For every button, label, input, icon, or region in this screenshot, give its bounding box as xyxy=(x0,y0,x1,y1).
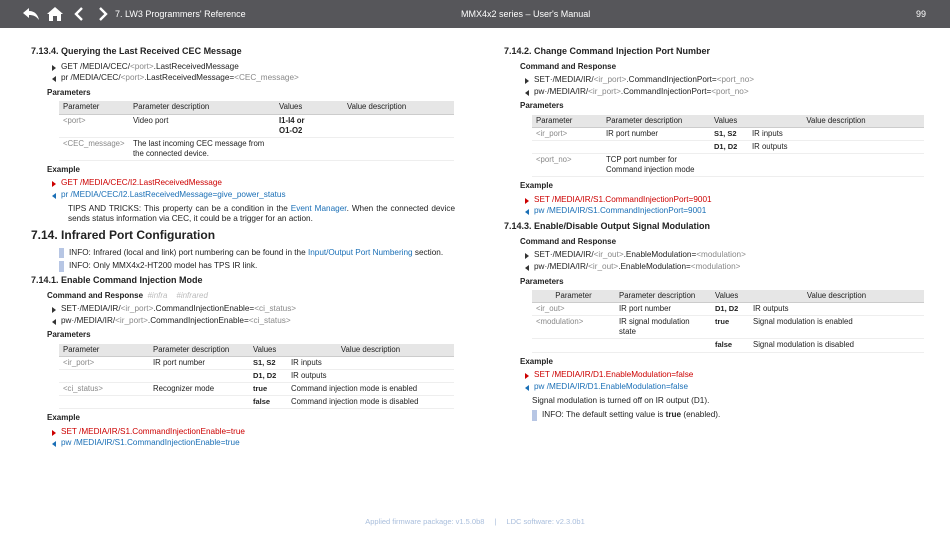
example-response: pw /MEDIA/IR/S1.CommandInjectionEnable=true xyxy=(61,438,455,449)
table-row: D1, D2 IR outputs xyxy=(532,141,924,154)
info-box: INFO: The default setting value is true (enabled). xyxy=(532,410,924,421)
table-row: <modulation> IR signal modulation state true Signal modulation is enabled xyxy=(532,316,924,339)
command-response: pw·/MEDIA/IR/<ir_port>.CommandInjectionPort=<port_no> xyxy=(534,87,924,98)
example-label: Example xyxy=(47,413,80,423)
section-title: 7.13.4. Querying the Last Received CEC Message xyxy=(31,46,242,56)
footer-separator: | xyxy=(494,517,497,526)
info-box: INFO: Infrared (local and link) port numbering can be found in the Input/Output Port Numbering section. xyxy=(59,248,455,259)
event-manager-link[interactable]: Event Manager xyxy=(290,203,347,213)
table-row: D1, D2 IR outputs xyxy=(59,369,454,382)
command-set: SET·/MEDIA/IR/<ir_port>.CommandInjectionEnable=<ci_status> xyxy=(61,304,455,315)
example-request: SET /MEDIA/IR/S1.CommandInjectionPort=9001 xyxy=(534,195,924,206)
command-response: pw·/MEDIA/IR/<ir_port>.CommandInjectionEnable=<ci_status> xyxy=(61,316,455,327)
table-row: <ir_port> IR port number S1, S2 IR inputs xyxy=(59,356,454,369)
previous-page-icon[interactable] xyxy=(70,5,88,23)
table-row: <ci_status> Recognizer mode true Command injection mode is enabled xyxy=(59,383,454,396)
parameters-table: Parameter Parameter description Values Value description <ir_port> IR port number S1, S2 IR inputs D1, D2 IR outputs <ci_status> Recognizer mode true Command injection mode is enabled false Command injection mode is disabled xyxy=(59,344,454,410)
firmware-version: Applied firmware package: v1.5.0b8 xyxy=(365,517,485,526)
example-request: SET /MEDIA/IR/D1.EnableModulation=false xyxy=(534,370,924,381)
table-row: <ir_port> IR port number S1, S2 IR inputs xyxy=(532,127,924,140)
parameters-table: Parameter Parameter description Values Value description <ir_port> IR port number S1, S2 IR inputs D1, D2 IR outputs <port_no> TCP port number for Command injection mode xyxy=(532,115,924,178)
port-numbering-link[interactable]: Input/Output Port Numbering xyxy=(307,247,413,257)
example-note: Signal modulation is turned off on IR output (D1). xyxy=(532,396,710,406)
example-label: Example xyxy=(520,181,553,191)
command-response: pr /MEDIA/CEC/<port>.LastReceivedMessage=<CEC_message> xyxy=(61,73,455,84)
table-row: <port_no> TCP port number for Command injection mode xyxy=(532,154,924,177)
table-row: <CEC_message> The last incoming CEC message from the connected device. xyxy=(59,137,454,160)
example-label: Example xyxy=(520,356,553,366)
command-set: SET·/MEDIA/IR/<ir_out>.EnableModulation=<modulation> xyxy=(534,250,924,261)
example-response: pw /MEDIA/IR/D1.EnableModulation=false xyxy=(534,382,924,393)
parameters-label: Parameters xyxy=(47,88,91,97)
section-title: 7.14. Infrared Port Configuration xyxy=(31,228,216,243)
table-row: false Signal modulation is disabled xyxy=(532,339,924,352)
page-number: 99 xyxy=(916,9,927,19)
command-response-label: Command and Response xyxy=(520,61,617,71)
footer xyxy=(0,517,950,526)
table-row: false Command injection mode is disabled xyxy=(59,396,454,409)
example-response: pw /MEDIA/IR/S1.CommandInjectionPort=9001 xyxy=(534,206,924,217)
example-request: SET /MEDIA/IR/S1.CommandInjectionEnable=true xyxy=(61,427,455,438)
back-return-icon[interactable] xyxy=(22,5,40,23)
right-column xyxy=(504,44,924,424)
command-response: pw·/MEDIA/IR/<ir_out>.EnableModulation=<modulation> xyxy=(534,262,924,273)
example-response: pr /MEDIA/CEC/I2.LastReceivedMessage=give_power_status xyxy=(61,190,455,201)
left-column xyxy=(31,44,455,450)
command-get: GET /MEDIA/CEC/<port>.LastReceivedMessage xyxy=(61,62,455,73)
table-row: <port> Video port I1-I4 or O1-O2 xyxy=(59,114,454,137)
command-response-label: Command and Response xyxy=(520,236,617,246)
parameters-table: Parameter Parameter description Values Value description <port> Video port I1-I4 or O1-O2 <CEC_message> The last incoming CEC message from the connected device. xyxy=(59,101,454,161)
example-label: Example xyxy=(47,165,80,175)
example-request: GET /MEDIA/CEC/I2.LastReceivedMessage xyxy=(61,178,455,189)
command-response-label: Command and Response #infra #infrared xyxy=(47,290,208,300)
header-bar xyxy=(0,0,950,28)
nav-icons xyxy=(22,5,112,23)
parameters-label: Parameters xyxy=(520,101,564,111)
command-set: SET·/MEDIA/IR/<ir_port>.CommandInjectionPort=<port_no> xyxy=(534,75,924,86)
table-row: <ir_out> IR port number D1, D2 IR outputs xyxy=(532,303,924,316)
tips-and-tricks: TIPS AND TRICKS: This property can be a condition in the Event Manager. When the connected device sends status information via CEC, it could be a trigger for an action. xyxy=(68,203,455,224)
next-page-icon[interactable] xyxy=(94,5,112,23)
home-icon[interactable] xyxy=(46,5,64,23)
section-title: 7.14.2. Change Command Injection Port Number xyxy=(504,46,711,56)
parameters-label: Parameters xyxy=(47,330,91,340)
section-title: 7.14.3. Enable/Disable Output Signal Modulation xyxy=(504,221,711,232)
section-title: 7.14.1. Enable Command Injection Mode xyxy=(31,274,203,285)
parameters-table: Parameter Parameter description Values Value description <ir_out> IR port number D1, D2 IR outputs <modulation> IR signal modulation state true Signal modulation is enabled false Signal modulation is disabled xyxy=(532,290,924,353)
parameters-label: Parameters xyxy=(520,276,564,286)
ldc-version: LDC software: v2.3.0b1 xyxy=(506,517,585,526)
info-box: INFO: Only MMX4x2-HT200 model has TPS IR link. xyxy=(59,261,455,272)
chapter-title: 7. LW3 Programmers' Reference xyxy=(115,9,246,19)
manual-title: MMX4x2 series – User's Manual xyxy=(461,9,591,19)
